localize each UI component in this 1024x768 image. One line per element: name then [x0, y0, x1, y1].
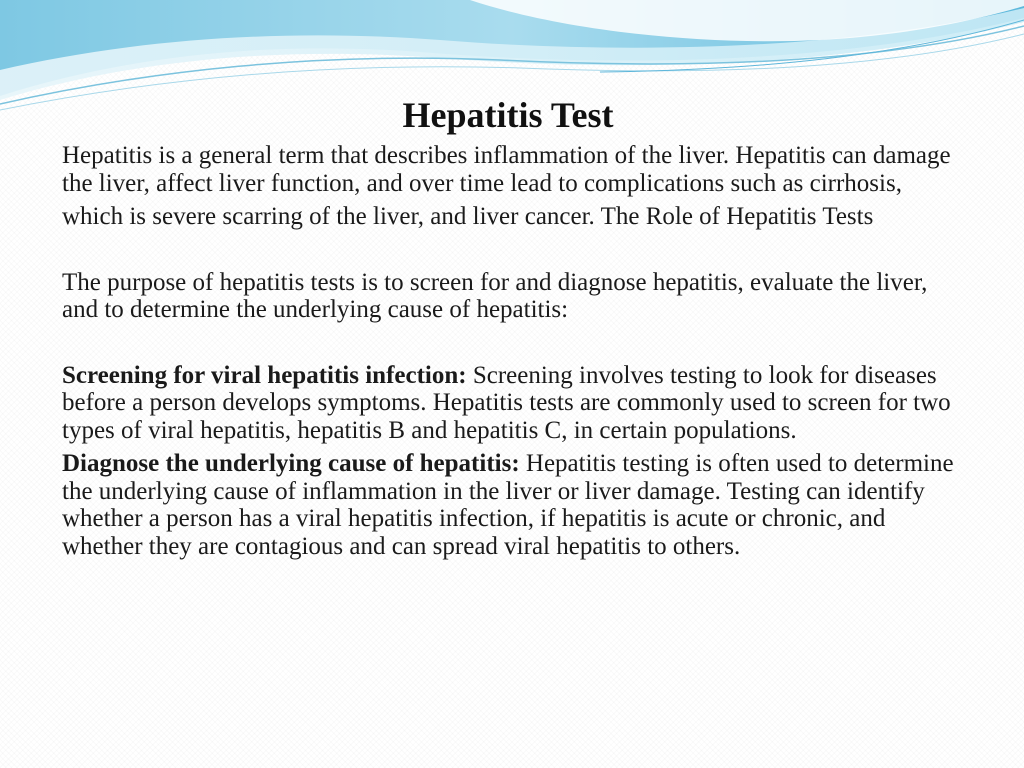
- intro-paragraph-1: Hepatitis is a general term that describes inflammation of the liver. Hepatitis can damage the liver, affect liver function, and over time lead to complications such as cirrhosis,: [62, 142, 951, 197]
- slide-body: [62, 142, 962, 560]
- screening-text: Screening involves testing to look for diseases before a person develops symptoms. Hepatitis tests are commonly used to screen for two types of viral hepatitis, hepatitis B and hepatitis C, in certain populations.: [62, 361, 951, 444]
- intro-paragraph-2: which is severe scarring of the liver, and liver cancer. The Role of Hepatitis Tests: [62, 203, 874, 230]
- diagnose-text: Hepatitis testing is often used to determine the underlying cause of inflammation in the liver or liver damage. Testing can identify whether a person has a viral hepatitis infection, if hepatitis is acute or chronic, and whether they are contagious and can spread viral hepatitis to others.: [62, 450, 954, 560]
- screening-heading: Screening for viral hepatitis infection:: [62, 361, 467, 389]
- diagnose-paragraph: [62, 450, 962, 560]
- slide-title: Hepatitis Test: [402, 95, 614, 135]
- diagnose-heading: Diagnose the underlying cause of hepatitis:: [62, 450, 520, 477]
- screening-paragraph: [62, 362, 962, 445]
- purpose-paragraph: The purpose of hepatitis tests is to screen for and diagnose hepatitis, evaluate the liver, and to determine the underlying cause of hepatitis:: [62, 268, 928, 323]
